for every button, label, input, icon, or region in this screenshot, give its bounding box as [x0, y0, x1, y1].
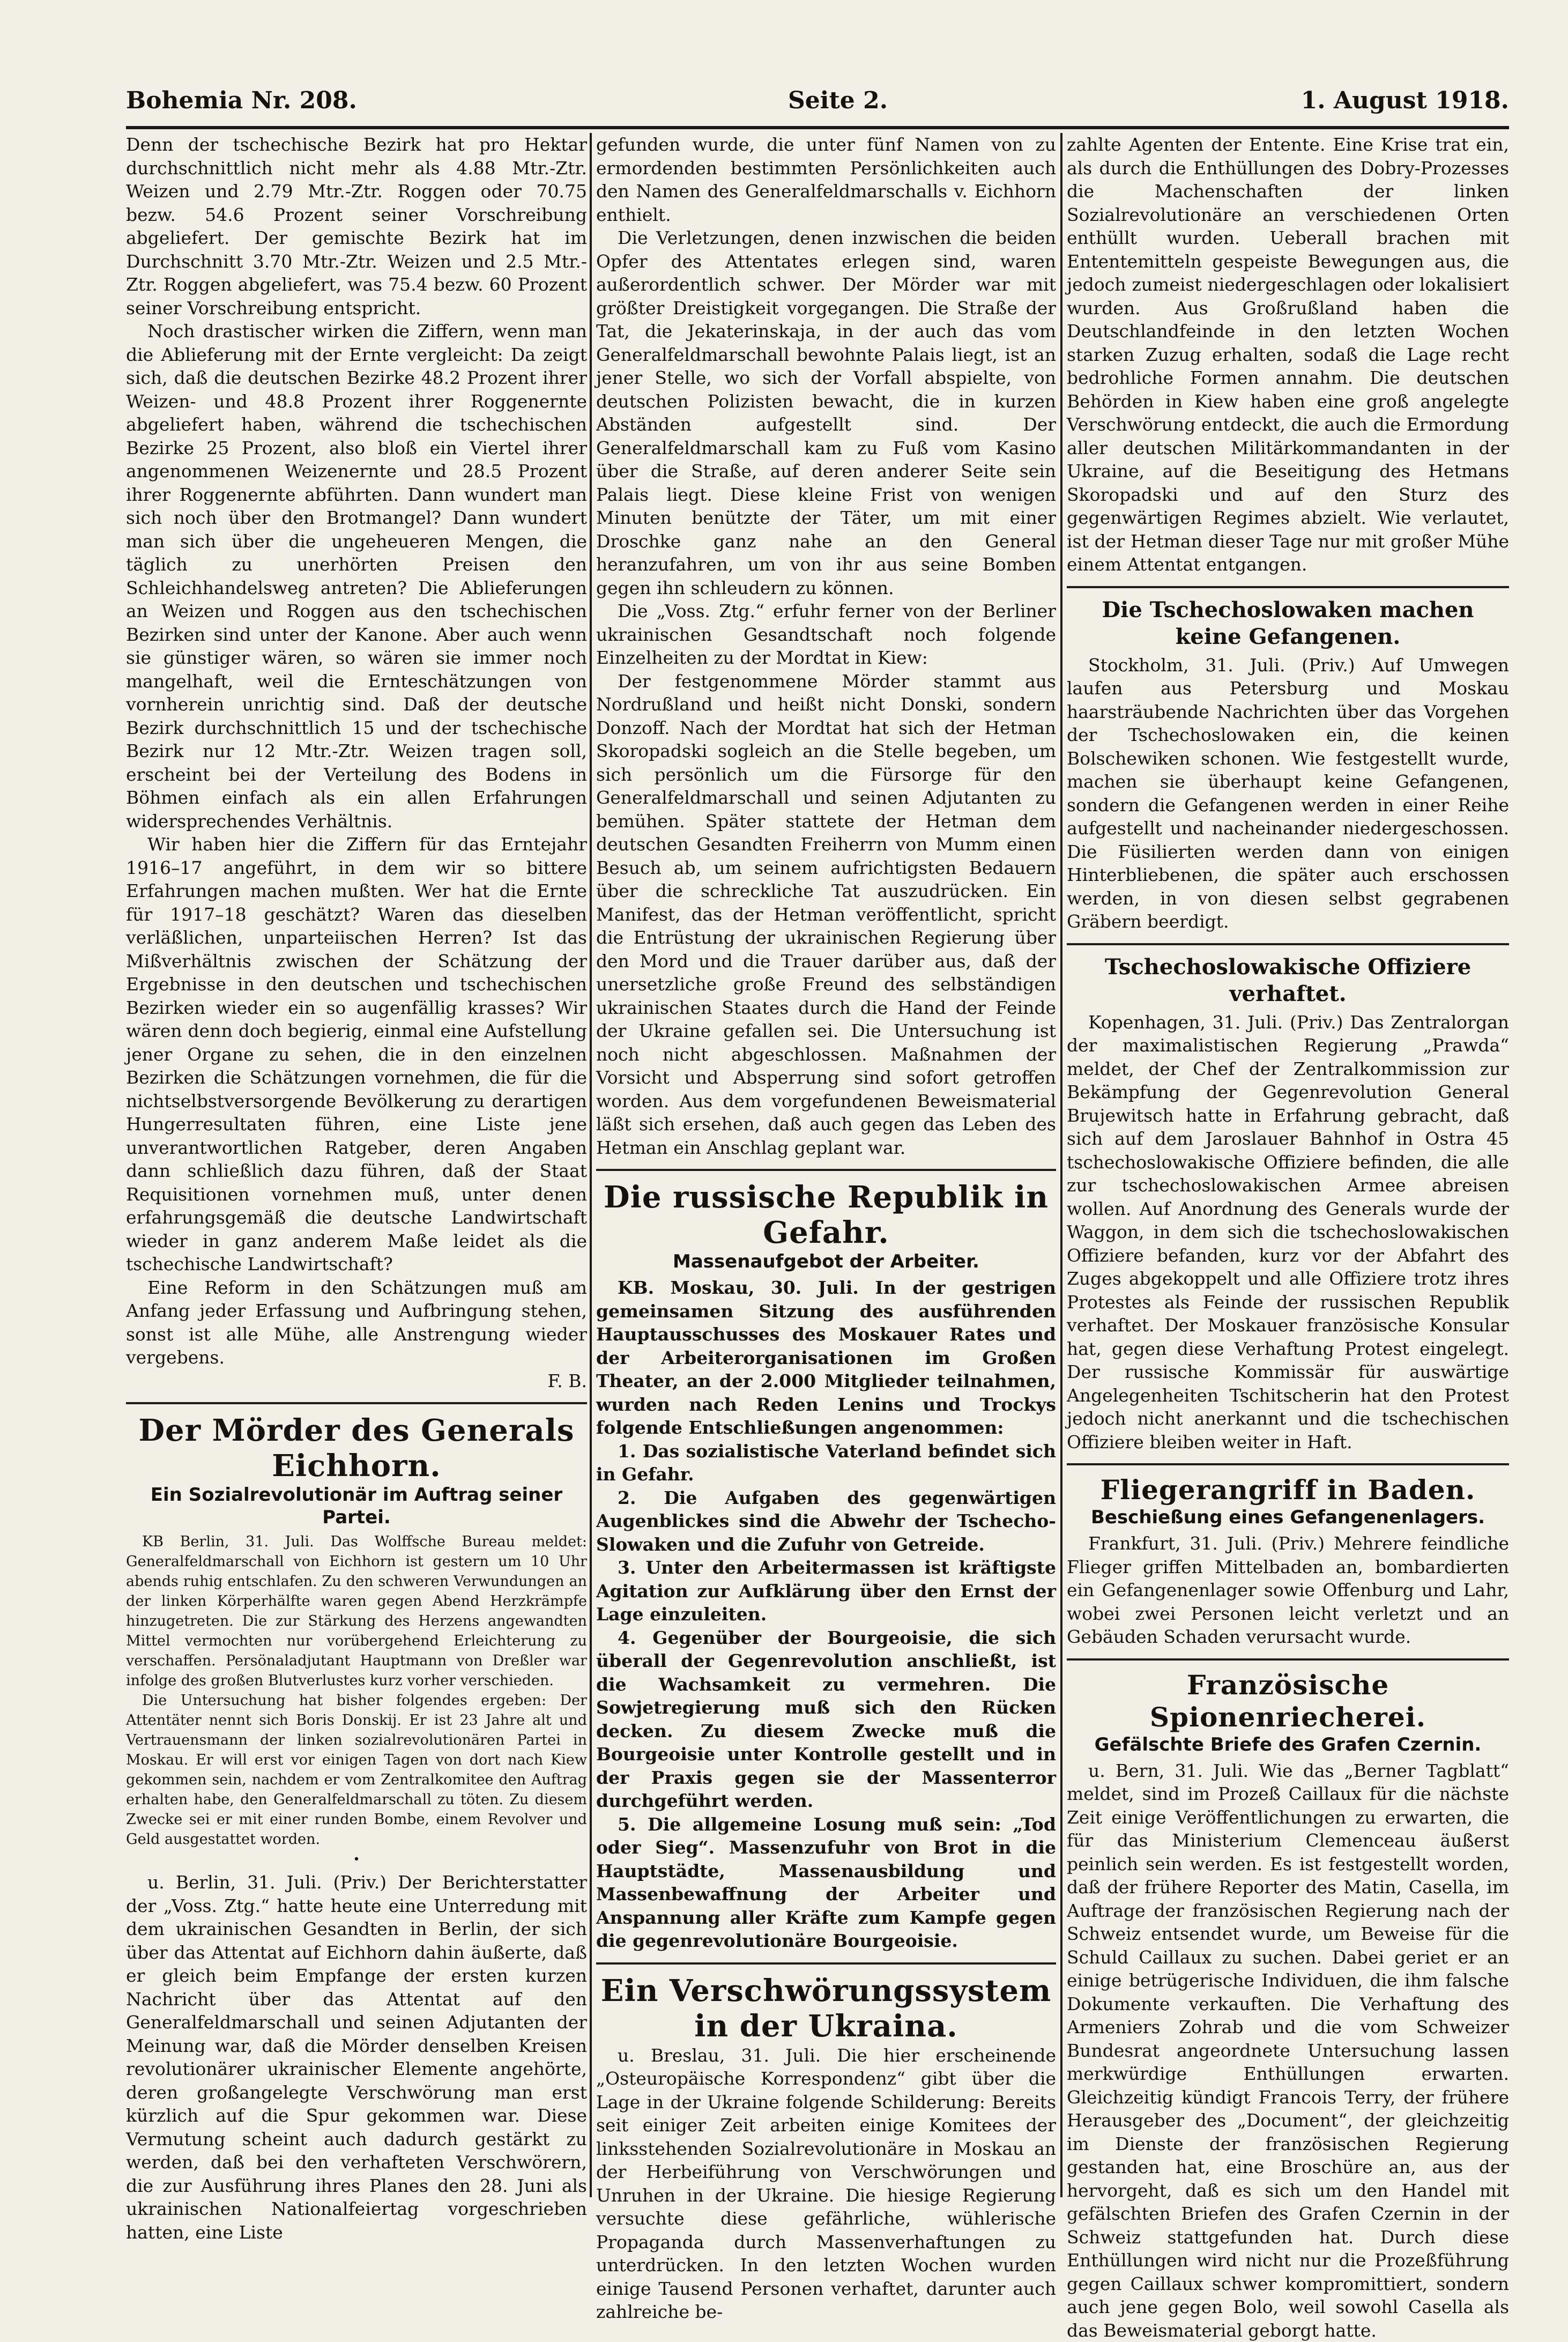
article-rule — [1067, 1658, 1509, 1661]
body-paragraph: Eine Reform in den Schätzungen muß am Anfang jeder Erfassung und Aufbringung stehen, sonst ist alle Mühe, alle Anstrengung wieder vergebens. — [126, 1276, 587, 1369]
body-paragraph: u. Berlin, 31. Juli. (Priv.) Der Berichterstatter der „Voss. Ztg.“ hatte heute eine Unterredung mit dem ukrainischen Gesandten in Berlin, der sich über das Attentat auf Eichhorn dahin äußerte, daß er gleich beim Empfange der ersten kurzen Nachricht über das Attentat auf den Generalfeldmarschall und seinen Adjutanten der Meinung war, daß die Mörder denselben Kreisen revolutionärer ukrainischer Elemente angehörte, deren großangelegte Verschwörung man erst kürzlich auf die Spur gekommen war. Diese Vermutung scheint auch dadurch gestärkt zu werden, daß bei den verhafteten Verschwörern, die zur Ausführung ihres Planes den 28. Juni als ukrainischen Nationalfeiertag vorgeschrieben hatten, eine Liste — [126, 1871, 587, 2244]
header-issue: Bohemia Nr. 208. — [126, 87, 357, 114]
body-paragraph: Wir haben hier die Ziffern für das Erntejahr 1916–17 angeführt, in dem wir so bittere Erfahrungen machen mußten. Wer hat die Ernte für 1917–18 geschätzt? Waren das dieselben verläßlichen, unparteiischen Herren? Ist das Mißverhältnis zwischen der Schätzung der Ergebnisse in den deutschen und tschechischen Bezirken wieder ein so augenfällig krasses? Wir wären denn doch begierig, einmal eine Aufstellung jener Organe zu sehen, die in den einzelnen Bezirken die Schätzungen vornehmen, die für die nichtselbstversorgende Bevölkerung zu derartigen Hungerresultaten führen, eine Liste jene unverantwortlichen Ratgeber, deren Angaben dann schließlich dazu führen, daß der Staat Requisitionen vornehmen muß, unter denen erfahrungsgemäß die deutsche Landwirtschaft wieder in ganz anderem Maße leidet als die tschechische Landwirtschaft? — [126, 833, 587, 1276]
article-headline: Französische Spionenriecherei. — [1067, 1669, 1509, 1733]
column-1 — [126, 133, 587, 2197]
header-date: 1. August 1918. — [1301, 87, 1509, 114]
body-paragraph: Stockholm, 31. Juli. (Priv.) Auf Umwegen laufen aus Petersburg und Moskau haarsträubende Nachrichten über das Vorgehen der Tschechoslowaken ein, die keinen Bolschewiken schonen. Wie festgestellt wurde, machen sie überhaupt keine Gefangenen, sondern die Gefangenen werden in einer Reihe aufgestellt und nacheinander niedergeschossen. Die Füsilierten werden dann von einigen Hinterbliebenen, die später auch erschossen werden, in von diesen selbst gegrabenen Gräbern beerdigt. — [1067, 654, 1509, 933]
article-headline: Ein Verschwörungssystem in der Ukraina. — [596, 1973, 1056, 2044]
article-rule — [1067, 1463, 1509, 1465]
body-paragraph: Noch drastischer wirken die Ziffern, wenn man die Ablieferung mit der Ernte vergleicht: Da zeigt sich, daß die deutschen Bezirke 48.2 Prozent ihrer Weizen- und 48.8 Prozent ihrer Roggenernte abgeliefert haben, während die tschechischen Bezirke 25 Prozent, also bloß ein Viertel ihrer angenommenen Weizenernte und 28.5 Prozent ihrer Roggenernte abführten. Dann wundert man sich noch über den Brotmangel? Dann wundert man sich über die ungeheueren Mengen, die täglich zu unerhörten Preisen den Schleichhandelsweg antreten? Die Ablieferungen an Weizen und Roggen aus den tschechischen Bezirken sind unter der Kanone. Aber auch wenn sie günstiger wären, so wären sie immer noch mangelhaft, weil die Ernteschätzungen von vornherein unrichtig sind. Daß der deutsche Bezirk durchschnittlich 15 und der tschechische Bezirk nur 12 Mtr.-Ztr. Weizen tragen soll, erscheint bei der Verteilung des Bodens in Böhmen einfach als ein allen Erfahrungen widersprechendes Verhältnis. — [126, 320, 587, 833]
column-divider — [590, 133, 592, 2197]
body-paragraph: Die Verletzungen, denen inzwischen die beiden Opfer des Attentates erlegen sind, waren außerordentlich schwer. Der Mörder war mit größter Dreistigkeit vorgegangen. Die Straße der Tat, die Jekaterinskaja, in der auch das vom Generalfeldmarschall bewohnte Palais liegt, ist an jener Stelle, wo sich der Vorfall abspielte, von deutschen Polizisten bewacht, die in kurzen Abständen aufgestellt sind. Der Generalfeldmarschall kam zu Fuß vom Kasino über die Straße, auf deren anderer Seite sein Palais liegt. Diese kleine Frist von wenigen Minuten benützte der Täter, um mit einer Droschke ganz nahe an den General heranzufahren, um von ihr aus seine Bomben gegen ihn schleudern zu können. — [596, 226, 1056, 599]
header-page-number: Seite 2. — [788, 87, 888, 114]
article-headline: Tschechoslowakische Offiziere verhaftet. — [1067, 954, 1509, 1007]
article-rule — [596, 1962, 1056, 1965]
article-subheadline: Beschießung eines Gefangenenlagers. — [1067, 1506, 1509, 1529]
list-item: 3. Unter den Arbeitermassen ist kräftigste Agitation zur Aufklärung über den Ernst der Lage einzuleiten. — [596, 1556, 1056, 1626]
article-rule — [126, 1402, 587, 1404]
author-signature: F. B. — [126, 1369, 587, 1393]
small-print-block — [126, 1532, 587, 1849]
article-subheadline: Ein Sozialrevolutionär im Auftrag seiner Partei. — [126, 1484, 587, 1529]
article-rule — [1067, 586, 1509, 588]
body-paragraph: Der festgenommene Mörder stammt aus Nordrußland und heißt nicht Donski, sondern Donzoff. Nach der Mordtat hat sich der Hetman Skoropadski sogleich an die Stelle begeben, um sich persönlich um die Fürsorge für den Generalfeldmarschall und seinen Adjutanten zu bemühen. Später stattete der Hetman dem deutschen Gesandten Freiherrn von Mumm einen Besuch ab, um seinem aufrichtigsten Bedauern über die schreckliche Tat auszudrücken. Ein Manifest, das der Hetman veröffentlicht, spricht die Entrüstung der ukrainischen Regierung über den Mord und die Trauer darüber aus, daß der unersetzliche große Freund des selbständigen ukrainischen Staates durch die Hand der Feinde der Ukraine gefallen sei. Die Untersuchung ist noch nicht abgeschlossen. Maßnahmen der Vorsicht und Absperrung sind sofort getroffen worden. Aus dem vorgefundenen Beweismaterial läßt sich ersehen, daß auch gegen das Leben des Hetman ein Anschlag geplant war. — [596, 670, 1056, 1160]
list-item: 4. Gegenüber der Bourgeoisie, die sich überall der Gegenrevolution anschließt, ist die Wachsamkeit zu vermehren. Die Sowjetregierung muß sich den Rücken decken. Zu diesem Zwecke muß die Bourgeoisie unter Kontrolle gestellt und in der Praxis gegen sie der Massenterror durchgeführt werden. — [596, 1626, 1056, 1813]
body-paragraph: u. Bern, 31. Juli. Wie das „Berner Tagblatt“ meldet, sind im Prozeß Caillaux für die nächste Zeit einige Veröffentlichungen zu erwarten, die für das Ministerium Clemenceau äußerst peinlich sein werden. Es ist festgestellt worden, daß der frühere Reporter des Matin, Casella, im Auftrage der französischen Regierung nach der Schweiz entsendet wurde, um Beweise für die Schuld Caillaux zu suchen. Dabei geriet er an einige betrügerische Individuen, die ihm falsche Dokumente verkauften. Die Verhaftung des Armeniers Zohrab und die vom Schweizer Bundesrat angeordnete Untersuchung lassen merkwürdige Enthüllungen erwarten. Gleichzeitig kündigt Francois Terry, der frühere Herausgeber des „Document“, der gleichzeitig im Dienste der französischen Regierung gestanden hat, eine Broschüre an, aus der hervorgeht, daß es sich um den Handel mit gefälschten Briefen des Grafen Czernin in der Schweiz stattgefunden hat. Durch diese Enthüllungen wird nicht nur die Prozeßführung gegen Caillaux schwer kompromittiert, sondern auch jene gegen Bolo, weil sowohl Casella als das Beweismaterial geborgt hatte. — [1067, 1759, 1509, 2342]
body-paragraph: Denn der tschechische Bezirk hat pro Hektar durchschnittlich nicht mehr als 4.88 Mtr.-Ztr. Weizen und 2.79 Mtr.-Ztr. Roggen oder 70.75 bezw. 54.6 Prozent seiner Vorschreibung abgeliefert. Der gemischte Bezirk hat im Durchschnitt 3.70 Mtr.-Ztr. Weizen und 2.5 Mtr.-Ztr. Roggen abgeliefert, was 75.4 bezw. 60 Prozent seiner Vorschreibung entspricht. — [126, 133, 587, 320]
article-rule — [1067, 943, 1509, 945]
article-headline: Die Tschechoslowaken machen keine Gefangenen. — [1067, 597, 1509, 650]
body-paragraph: u. Breslau, 31. Juli. Die hier erscheinende „Osteuropäische Korrespondenz“ gibt über die Lage in der Ukraine folgende Schilderung: Bereits seit einiger Zeit arbeiten einige Komitees der linksstehenden Sozialrevolutionäre in Moskau an der Herbeiführung von Verschwörungen und Unruhen in der Ukraine. Die hiesige Regierung versuchte diese gefährliche, wühlerische Propaganda durch Massenverhaftungen zu unterdrücken. In den letzten Wochen wurden einige Tausend Personen verhaftet, darunter auch zahlreiche be- — [596, 2044, 1056, 2324]
body-paragraph: Frankfurt, 31. Juli. (Priv.) Mehrere feindliche Flieger griffen Mittelbaden an, bombardierten ein Gefangenenlager sowie Offenburg und Lahr, wobei zwei Personen leicht verletzt und an Gebäuden Schaden verursacht wurde. — [1067, 1532, 1509, 1649]
body-paragraph: KB. Moskau, 30. Juli. In der gestrigen gemeinsamen Sitzung des ausführenden Hauptausschusses des Moskauer Rates und der Arbeiterorganisationen im Großen Theater, an der 2.000 Mitglieder teilnahmen, wurden nach Reden Lenins und Trockys folgende Entschließungen angenommen: — [596, 1276, 1056, 1440]
column-2 — [596, 133, 1056, 2197]
list-item: 2. Die Aufgaben des gegenwärtigen Augenblickes sind die Abwehr der Tschecho-Slowaken und die Zufuhr von Getreide. — [596, 1486, 1056, 1557]
column-3 — [1067, 133, 1509, 2197]
article-headline: Fliegerangriff in Baden. — [1067, 1474, 1509, 1506]
column-divider — [1060, 133, 1062, 2197]
header-rule — [126, 126, 1509, 129]
article-subheadline: Gefälschte Briefe des Grafen Czernin. — [1067, 1733, 1509, 1756]
body-paragraph: Die Untersuchung hat bisher folgendes ergeben: Der Attentäter nennt sich Boris Donskij. Er ist 23 Jahre alt und Vertrauensmann der linken sozialrevolutionären Partei in Moskau. Er will erst vor einigen Tagen von dort nach Kiew gekommen sein, nachdem er vom Zentralkomitee den Auftrag erhalten habe, den Generalfeldmarschall zu töten. Zu diesem Zwecke sei er mit einer runden Bombe, einem Revolver und Geld ausgestattet worden. — [126, 1691, 587, 1849]
article-rule — [596, 1169, 1056, 1171]
body-paragraph: Kopenhagen, 31. Juli. (Priv.) Das Zentralorgan der maximalistischen Regierung „Prawda“ meldet, der Chef der Zentralkommission zur Bekämpfung der Gegenrevolution General Brujewitsch hatte in Erfahrung gebracht, daß sich auf dem Jaroslauer Bahnhof in Ostra 45 tschechoslowakische Offiziere befinden, die alle zur tschechoslowakischen Armee abreisen wollen. Auf Anordnung des Generals wurde der Waggon, in dem sich die tschechoslowakischen Offiziere befanden, kurz vor der Abfahrt des Zuges abgekoppelt und alle Offiziere trotz ihres Protestes als Feinde der russischen Republik verhaftet. Der Moskauer französische Konsular hat, gegen diese Verhaftung Protest eingelegt. Der russische Kommissär für auswärtige Angelegenheiten Tschitscherin hat den Protest jedoch nicht anerkannt und die tschechischen Offiziere bleiben weiter in Haft. — [1067, 1011, 1509, 1454]
list-item: 5. Die allgemeine Losung muß sein: „Tod oder Sieg“. Massenzufuhr von Brot in die Hauptstädte, Massenausbildung und Massenbewaffnung der Arbeiter und Anspannung aller Kräfte zum Kampfe gegen die gegenrevolutionäre Bourgeoisie. — [596, 1813, 1056, 1953]
body-paragraph: Die „Voss. Ztg.“ erfuhr ferner von der Berliner ukrainischen Gesandtschaft noch folgende Einzelheiten zu der Mordtat in Kiew: — [596, 599, 1056, 670]
page-header — [126, 80, 1509, 118]
body-paragraph: gefunden wurde, die unter fünf Namen von zu ermordenden bestimmten Persönlichkeiten auch den Namen des Generalfeldmarschalls v. Eichhorn enthielt. — [596, 133, 1056, 226]
separator-bullet: • — [126, 1849, 587, 1871]
article-headline: Die russische Republik in Gefahr. — [596, 1180, 1056, 1250]
list-item: 1. Das sozialistische Vaterland befindet sich in Gefahr. — [596, 1440, 1056, 1486]
body-paragraph: zahlte Agenten der Entente. Eine Krise trat ein, als durch die Enthüllungen des Dobry-Prozesses die Machenschaften der linken Sozialrevolutionäre an verschiedenen Orten enthüllt wurden. Ueberall brachen mit Ententemitteln gespeiste Bewegungen aus, die jedoch zumeist niedergeschlagen oder lokalisiert wurden. Aus Großrußland haben die Deutschlandfeinde in den letzten Wochen starken Zuzug erhalten, sodaß die Lage recht bedrohliche Formen annahm. Die deutschen Behörden in Kiew haben eine groß angelegte Verschwörung entdeckt, die auch die Ermordung aller deutschen Militärkommandanten in der Ukraine, auf die Beseitigung des Hetmans Skoropadski und auf den Sturz des gegenwärtigen Regimes abzielt. Wie verlautet, ist der Hetman dieser Tage nur mit großer Mühe einem Attentat entgangen. — [1067, 133, 1509, 576]
body-paragraph: KB Berlin, 31. Juli. Das Wolffsche Bureau meldet: Generalfeldmarschall von Eichhorn ist gestern um 10 Uhr abends ruhig entschlafen. Zu den schweren Verwundungen an der linken Körperhälfte waren gegen Abend Herzkrämpfe hinzugetreten. Die zur Stärkung des Herzens angewandten Mittel vermochten nur vorübergehend Erleichterung zu verschaffen. Persönaladjutant Hauptmann von Dreßler war infolge des großen Blutverlustes kurz vorher verschieden. — [126, 1532, 587, 1691]
article-subheadline: Massenaufgebot der Arbeiter. — [596, 1250, 1056, 1273]
article-headline: Der Mörder des Generals Eichhorn. — [126, 1413, 587, 1484]
